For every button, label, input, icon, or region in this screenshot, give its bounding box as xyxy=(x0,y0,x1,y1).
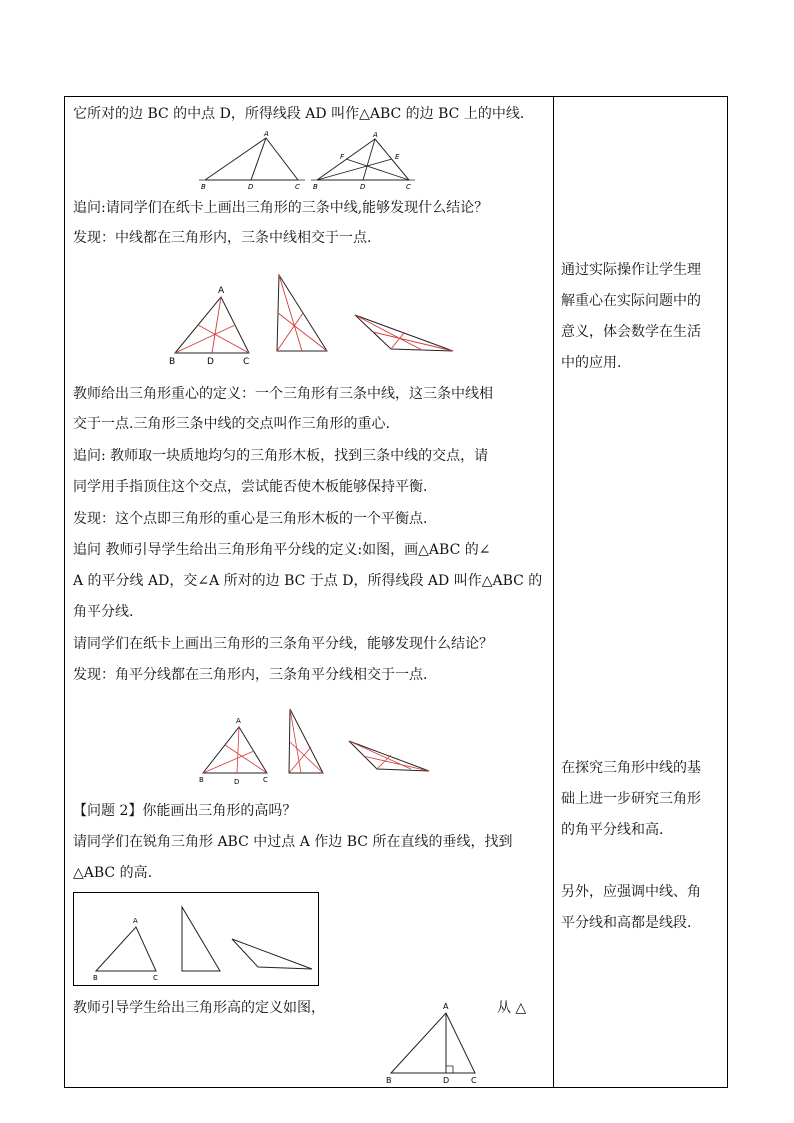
label-A: A xyxy=(218,286,225,296)
side-note-line: 平分线和高都是线段. xyxy=(561,915,692,931)
label-F: F xyxy=(340,153,345,161)
side-note-line: 的角平分线和高. xyxy=(561,822,664,838)
label-D: D xyxy=(234,778,240,786)
label-A: A xyxy=(133,917,138,925)
text-line: 请同学们在纸卡上画出三角形的三条角平分线，能够发现什么结论？ xyxy=(73,636,493,652)
label-D: D xyxy=(360,183,366,191)
label-A: A xyxy=(443,1002,449,1011)
text-line: 教师给出三角形重心的定义：一个三角形有三条中线，这三条中线相 xyxy=(73,386,493,402)
text-line-tail: 从 △ xyxy=(497,1000,527,1016)
text-line: 请同学们在锐角三角形 ABC 中过点 A 作边 BC 所在直线的垂线，找到 xyxy=(73,834,513,850)
label-A: A xyxy=(264,130,269,138)
side-note-line: 解重心在实际问题中的 xyxy=(561,293,701,309)
text-line: 发现：这个点即三角形的重心是三角形木板的一个平衡点. xyxy=(73,511,428,527)
label-D: D xyxy=(248,183,254,191)
text-line: 追问: 教师取一块质地均匀的三角形木板，找到三条中线的交点，请 xyxy=(73,448,489,464)
label-E: E xyxy=(395,153,400,161)
text-line: 它所对的边 BC 的中点 D，所得线段 AD 叫作△ABC 的边 BC 上的中线. xyxy=(73,106,525,122)
text-line: 【问题 2】你能画出三角形的高吗？ xyxy=(73,803,297,819)
label-B: B xyxy=(201,183,206,191)
label-C: C xyxy=(406,183,411,191)
angle-bisector-triangles-row xyxy=(197,707,437,789)
text-line: 追问:请同学们在纸卡上画出三角形的三条中线,能够发现什么结论？ xyxy=(73,200,489,216)
side-note-line: 通过实际操作让学生理 xyxy=(561,262,701,278)
side-note-line: 在探究三角形中线的基 xyxy=(561,760,701,776)
text-line: 发现：中线都在三角形内，三条中线相交于一点. xyxy=(73,230,372,246)
label-B: B xyxy=(93,974,98,982)
label-A: A xyxy=(236,717,241,725)
text-line: 发现：角平分线都在三角形内，三条角平分线相交于一点. xyxy=(73,667,428,683)
median-triangles-row xyxy=(165,273,465,369)
side-note-line: 另外，应强调中线、角 xyxy=(561,884,701,900)
column-divider xyxy=(553,97,554,1087)
label-C: C xyxy=(153,974,158,982)
text-line: 角平分线. xyxy=(73,604,134,620)
label-D: D xyxy=(207,357,214,367)
label-C: C xyxy=(263,776,268,784)
altitude-figure-box xyxy=(73,892,319,986)
text-line: 教师引导学生给出三角形高的定义如图， xyxy=(73,1000,325,1016)
label-B: B xyxy=(199,776,204,784)
side-note-line: 意义，体会数学在生活 xyxy=(561,324,701,340)
altitude-figure xyxy=(383,1001,483,1087)
text-line: A 的平分线 AD，交∠A 所对的边 BC 于点 D，所得线段 AD 叫作△ABC 的 xyxy=(73,573,543,589)
side-note-line: 础上进一步研究三角形 xyxy=(561,791,701,807)
label-C: C xyxy=(295,183,300,191)
text-line: 追问 教师引导学生给出三角形角平分线的定义:如图，画△ABC 的∠ xyxy=(73,542,491,558)
label-B: B xyxy=(313,183,318,191)
side-note-line: 中的应用. xyxy=(561,355,622,371)
altitude-triangles xyxy=(74,893,320,987)
text-line: 交于一点.三角形三条中线的交点叫作三角形的重心. xyxy=(73,416,390,432)
label-A: A xyxy=(373,131,378,139)
label-C: C xyxy=(243,357,250,367)
text-line: 同学用手指顶住这个交点，尝试能否使木板能够保持平衡. xyxy=(73,479,428,495)
median-figure-1 xyxy=(201,130,309,191)
text-line: △ABC 的高. xyxy=(73,865,153,881)
lesson-table xyxy=(64,96,728,1088)
label-C: C xyxy=(471,1076,477,1085)
label-B: B xyxy=(386,1076,392,1085)
median-figure-2 xyxy=(313,133,417,189)
label-D: D xyxy=(443,1076,450,1085)
label-B: B xyxy=(169,357,176,367)
